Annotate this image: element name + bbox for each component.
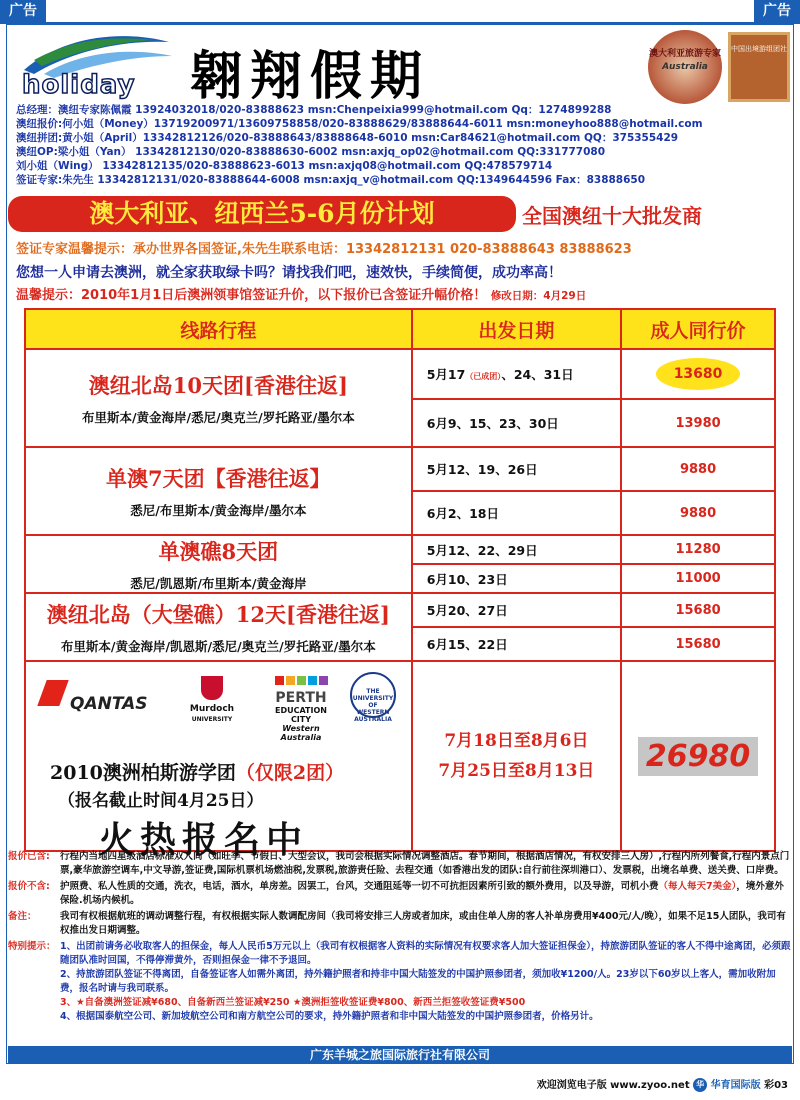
excluded-terms: 报价不含: 护照费、私人性质的交通，洗衣，电话，酒水，单房差。因罢工，台风，交通阻延等一切不可抗拒因素所引致的额外费用，以及导游，司机小费（每人每天7美金），境外意外保险.机场内候机。: [8, 881, 784, 906]
holiday-logo: [14, 30, 174, 100]
study-deadline: （报名截止时间4月25日）: [58, 791, 264, 811]
tour-price: 9880: [621, 447, 775, 491]
partner-logos: [34, 670, 414, 750]
table-row: [25, 447, 775, 491]
certificate-badge: 中国出境游组团社: [728, 32, 790, 102]
table-row: [25, 535, 775, 564]
departure-date: 5月12、19、26日: [412, 447, 621, 491]
terms-section: [8, 850, 792, 1026]
top-divider: [0, 22, 800, 24]
australia-expert-badge: 澳大利亚旅游专家 Australia: [648, 30, 722, 104]
study-tour-title: 2010澳洲柏斯游学团（仅限2团）: [50, 762, 345, 784]
page-number: 彩03: [764, 1080, 788, 1091]
tour-cities: 布里斯本/黄金海岸/悉尼/奥克兰/罗托路亚/墨尔本: [81, 410, 355, 425]
plan-banner: 澳大利亚、纽西兰5-6月份计划: [8, 196, 516, 232]
special-notes: 特别提示： 1、出团前请务必收取客人的担保金，每人人民币5万元以上（我司有权根据客人资料的实际情况有权要求客人加大签证担保金），持旅游团队签证的客人不得中途离团，必须跟随团队准时回国，不得停滞黄外，否则担保金一律不予退回。 2、持旅游团队签证不得离团，自备签证客人如需外离团，持外籍护照者和持非中国大陆签发的中国护照参团者，须加收¥1200/人。23岁以下60岁以上客人，需加收附加费，报名时请与我司联系。 3、★自备澳洲签证减¥680、自备新西兰签证减¥250 ★澳洲拒签收签证费¥800、新西兰拒签收签证费¥500 4、根据国泰航空公司、新加坡航空公司和南方航空公司的要求，持外籍护照者和非中国大陆签发的中国护照参团者，价格另计。: [8, 941, 791, 1022]
perth-logo: PERTH EDUCATION CITY Western Australia: [270, 676, 332, 742]
tour-cities: 布里斯本/黄金海岸/凯恩斯/悉尼/奥克兰/罗托路亚/墨尔本: [60, 639, 376, 654]
study-date: 7月18日至8月6日: [444, 731, 589, 751]
header-price: 成人同行价: [621, 309, 775, 349]
ad-label-right: 广告: [754, 0, 800, 22]
tour-price: 11000: [621, 564, 775, 593]
tour-route: [25, 593, 412, 661]
included-terms: 报价已含: 行程内当地四星级酒店标准双人间（如旺季、节假日、大型会议，我司会根据实际情况调整酒店。春节期间，根据酒店情况，有权安排三人房）,行程内所列餐食,行程内景点门票,豪华旅游空调车,中文导游,签证费,国际机票机场燃油税,发票税,旅游责任险、去程交通（如香港出发的团队:自行前往深圳港口）、发票税，出境名单费、送关费、口岸费。: [8, 851, 790, 876]
contact-row: 总经理：澳纽专家陈佩霞 13924032018/020-83888623 msn:Chenpeixia999@hotmail.com Qq：1274899288: [16, 104, 612, 116]
tour-price: 15680: [621, 627, 775, 661]
table-row: [25, 349, 775, 399]
contact-row: 澳纽OP:梁小姐（Yan） 13342812130/020-83888630-6002 msn:axjq_op02@hotmail.com QQ:331777080: [16, 146, 606, 158]
tour-price: 15680: [621, 593, 775, 627]
tour-table: [24, 308, 776, 861]
remarks: 备注： 我司有权根据航班的调动调整行程，有权根据实际人数调配房间（我司将安排三人房或者加床，或由住单人房的客人补单房费用¥400元/人/晚），如果不足15人团队，我司有权推出发日期调整。: [8, 911, 786, 936]
departure-date: 6月15、22日: [412, 627, 621, 661]
departure-date: 6月10、23日: [412, 564, 621, 593]
departure-date: 5月12、22、29日: [412, 535, 621, 564]
bottom-bar: 欢迎浏览电子版 www.zyoo.net 华 华育国际版 彩03: [536, 1080, 788, 1091]
study-dates: [412, 661, 621, 851]
tour-name: 单澳7天团【香港往返】: [106, 466, 331, 491]
study-date: 7月25日至8月13日: [438, 761, 595, 781]
ad-label-left: 广告: [0, 0, 46, 22]
departure-date: 6月2、18日: [412, 491, 621, 535]
header-date: 出发日期: [412, 309, 621, 349]
tour-name: 澳纽北岛10天团[香港往返]: [88, 373, 348, 398]
tour-price: 13980: [621, 399, 775, 447]
modified-date: 修改日期：4月29日: [490, 290, 587, 302]
kangaroo-icon: [37, 680, 68, 706]
price-burst: 13680: [656, 358, 741, 390]
study-price: 26980: [638, 737, 758, 776]
header-route: 线路行程: [25, 309, 412, 349]
company-footer: 广东羊城之旅国际旅行社有限公司: [8, 1046, 792, 1064]
wholesale-slogan: 全国澳纽十大批发商: [522, 204, 702, 228]
brand-title: 翱翔假期: [190, 46, 431, 107]
contact-row: 刘小姐（Wing） 13342812135/020-83888623-6013 msn:axjq08@hotmail.com QQ:478579714: [16, 160, 553, 172]
study-price-cell: [621, 661, 775, 851]
tour-price: 9880: [621, 491, 775, 535]
contact-row: 签证专家:朱先生 13342812131/020-83888644-6008 msn:axjq_v@hotmail.com QQ:1349644596 Fax：83888650: [16, 174, 646, 186]
table-header: [25, 309, 775, 349]
hot-signup: 火热报名中: [98, 812, 308, 863]
tour-cities: 悉尼/凯恩斯/布里斯本/黄金海岸: [130, 576, 307, 591]
tour-name: 澳纽北岛（大堡礁）12天[香港往返]: [46, 602, 390, 627]
tour-price: [621, 349, 775, 399]
study-tour-info: [25, 661, 412, 861]
contact-row: 澳纽报价:何小姐（Money）13719200971/13609758858/020-83888629/83888644-6011 msn:moneyhoo888@hotmail.com: [16, 118, 703, 130]
publisher-logo-icon: 华: [693, 1078, 707, 1092]
greencard-notice: 您想一人申请去澳洲，就全家获取绿卡吗？请找我们吧，速效快，手续简便，成功率高！: [16, 265, 562, 281]
uwa-crest-icon: THE UNIVERSITY OF WESTERN AUSTRALIA: [350, 672, 396, 718]
tour-price: 11280: [621, 535, 775, 564]
tour-name: 单澳礁8天团: [158, 539, 279, 564]
contact-row: 澳纽拼团:黄小姐（April）13342812126/020-83888643/83888648-6010 msn:Car84621@hotmail.com QQ：375355429: [16, 132, 679, 144]
price-notice: 温馨提示：2010年1月1日后澳洲领事馆签证升价，以下报价已含签证升幅价格！ 修改日期：4月29日: [16, 288, 587, 303]
tour-route: [25, 447, 412, 535]
departure-date: 5月20、27日: [412, 593, 621, 627]
qantas-logo: QANTAS: [70, 694, 148, 714]
visa-notice: 签证专家温馨提示：承办世界各国签证,朱先生联系电话：13342812131 020-83888643 83888623: [16, 242, 632, 257]
tour-cities: 悉尼/布里斯本/黄金海岸/墨尔本: [130, 503, 307, 518]
departure-date: 6月9、15、23、30日: [412, 399, 621, 447]
tour-route: [25, 349, 412, 447]
study-tour-row: [25, 661, 775, 851]
logo-wordmark: holiday: [22, 70, 136, 100]
tour-route: [25, 535, 412, 593]
departure-date: 5月17（已成团）、24、31日: [412, 349, 621, 399]
murdoch-logo: Murdoch UNIVERSITY: [184, 676, 240, 724]
table-row: [25, 593, 775, 627]
shield-icon: [201, 676, 223, 700]
contact-list: [16, 103, 703, 187]
